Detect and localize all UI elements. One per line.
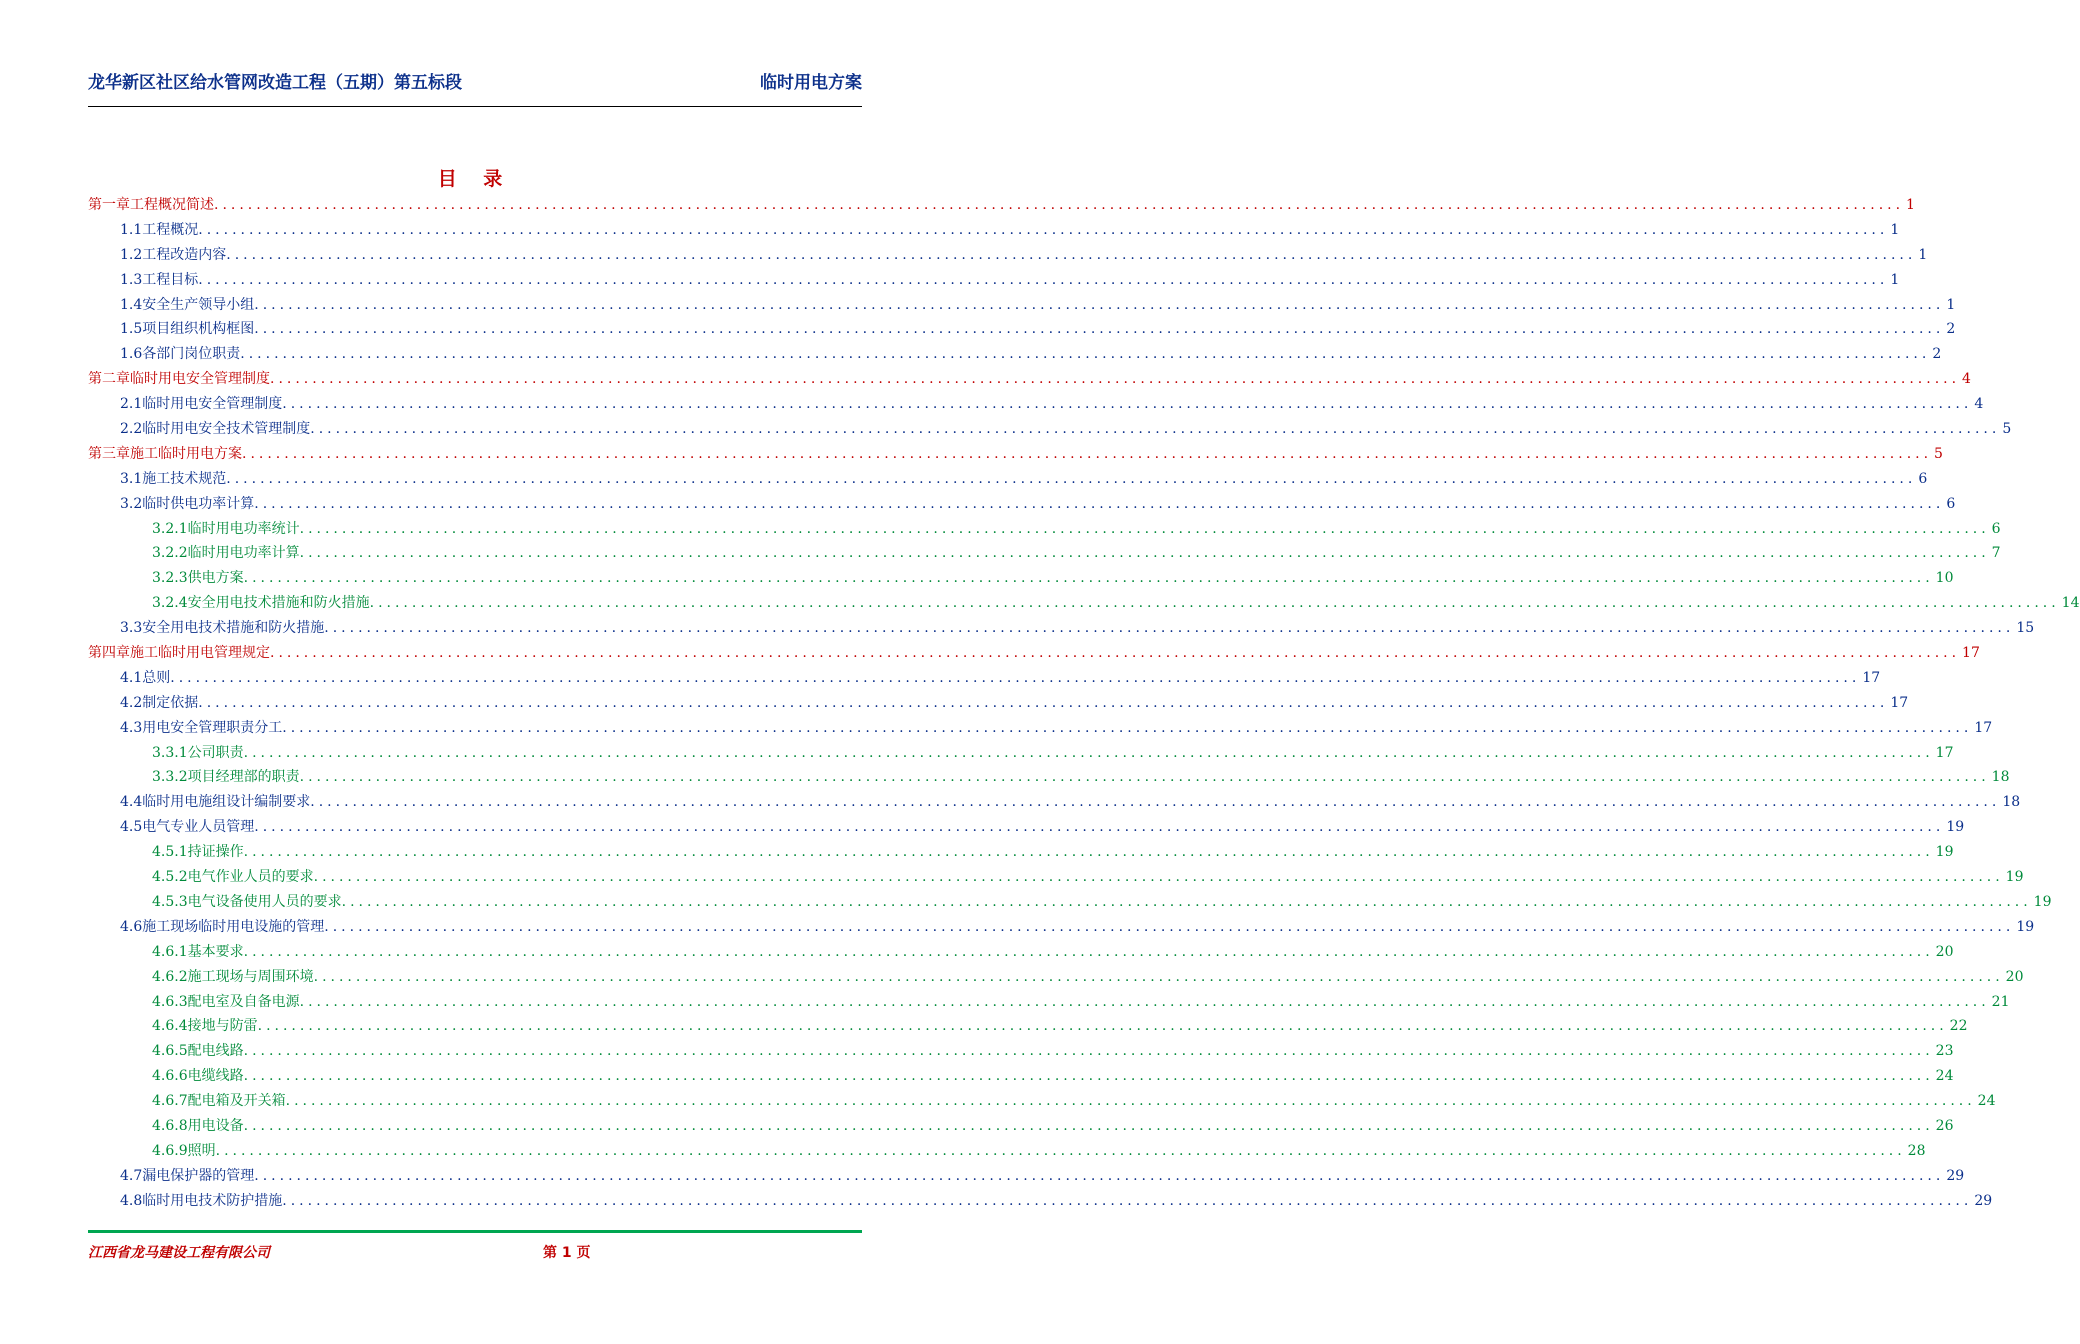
header-project-title: 龙华新区社区给水管网改造工程（五期）第五标段 bbox=[88, 72, 462, 93]
toc-dot-leader: ........................................................................................................................................................................................................ bbox=[313, 968, 2004, 985]
toc-entry-page: 19 bbox=[2016, 918, 2035, 935]
toc-entry-number: 4.5.3 bbox=[152, 893, 188, 910]
page-header bbox=[88, 66, 862, 94]
toc-entry[interactable] bbox=[88, 1139, 1926, 1164]
toc-entry-title: 项目组织机构框图 bbox=[142, 321, 255, 338]
toc-entry-page: 15 bbox=[2016, 620, 2035, 637]
toc-entry-title: 临时用电安全管理制度 bbox=[142, 396, 283, 413]
toc-entry-number: 3.2.3 bbox=[152, 570, 188, 587]
toc-entry-page: 17 bbox=[1890, 694, 1909, 711]
toc-entry-page: 17 bbox=[1962, 645, 1980, 662]
toc-dot-leader: ........................................................................................................................................................................................................ bbox=[243, 570, 1934, 587]
page-footer bbox=[88, 1242, 862, 1266]
header-document-title: 临时用电方案 bbox=[760, 72, 862, 93]
toc-entry[interactable] bbox=[88, 890, 2052, 915]
toc-entry[interactable] bbox=[88, 1089, 1996, 1114]
toc-entry-title: 各部门岗位职责 bbox=[142, 346, 241, 363]
toc-dot-leader: ........................................................................................................................................................................................................ bbox=[254, 296, 1945, 313]
toc-entry[interactable] bbox=[88, 492, 1956, 517]
toc-entry-title: 安全用电技术措施和防火措施 bbox=[142, 620, 325, 637]
toc-entry-title: 供电方案 bbox=[187, 570, 244, 587]
toc-entry-page: 17 bbox=[1974, 719, 1993, 736]
toc-entry-page: 4 bbox=[1962, 371, 1971, 388]
toc-entry-number: 第一章 bbox=[88, 197, 130, 213]
toc-dot-leader: ........................................................................................................................................................................................................ bbox=[254, 819, 1945, 836]
toc-entry-title: 工程目标 bbox=[142, 271, 199, 288]
toc-entry[interactable] bbox=[88, 268, 1900, 293]
toc-entry-title: 持证操作 bbox=[187, 844, 244, 861]
toc-entry-page: 2 bbox=[1946, 321, 1956, 338]
toc-entry-title: 照明 bbox=[187, 1142, 216, 1159]
toc-dot-leader: ........................................................................................................................................................................................................ bbox=[324, 918, 2015, 935]
toc-entry-page: 18 bbox=[2002, 794, 2021, 811]
toc-entry-title: 临时用电技术防护措施 bbox=[142, 1192, 283, 1209]
toc-entry-title: 施工现场临时用电设施的管理 bbox=[142, 918, 325, 935]
toc-entry[interactable] bbox=[88, 541, 2001, 566]
toc-entry-number: 4.6.8 bbox=[152, 1117, 188, 1134]
toc-dot-leader: ........................................................................................................................................................................................................ bbox=[243, 943, 1934, 960]
toc-entry-page: 1 bbox=[1946, 296, 1956, 313]
toc-entry-number: 3.3 bbox=[120, 620, 143, 637]
toc-entry-title: 配电箱及开关箱 bbox=[187, 1093, 286, 1110]
toc-entry-page: 23 bbox=[1935, 1043, 1954, 1060]
toc-entry[interactable] bbox=[88, 741, 1954, 766]
toc-entry[interactable] bbox=[88, 840, 1954, 865]
toc-entry-title: 电气专业人员管理 bbox=[142, 819, 255, 836]
toc-entry-title: 电气作业人员的要求 bbox=[187, 869, 314, 886]
toc-entry-page: 29 bbox=[1946, 1167, 1965, 1184]
toc-entry-page: 20 bbox=[2005, 968, 2024, 985]
toc-entry-page: 24 bbox=[1935, 1068, 1954, 1085]
toc-entry-page: 4 bbox=[1974, 396, 1984, 413]
toc-entry[interactable] bbox=[88, 591, 2080, 616]
toc-entry-number: 4.5.2 bbox=[152, 869, 188, 886]
toc-entry-title: 配电线路 bbox=[187, 1043, 244, 1060]
footer-divider bbox=[88, 1230, 862, 1233]
toc-entry-number: 4.6.6 bbox=[152, 1068, 188, 1085]
toc-entry[interactable] bbox=[88, 566, 1954, 591]
toc-entry-number: 1.4 bbox=[120, 296, 143, 313]
toc-entry-page: 5 bbox=[2002, 421, 2012, 438]
toc-entry-number: 4.6.5 bbox=[152, 1043, 188, 1060]
toc-dot-leader: ........................................................................................................................................................................................................ bbox=[285, 1093, 1976, 1110]
toc-entry-title: 施工临时用电方案 bbox=[130, 445, 242, 462]
toc-entry-number: 4.1 bbox=[120, 669, 143, 686]
toc-entry-number: 3.2.1 bbox=[152, 520, 188, 537]
toc-entry-page: 19 bbox=[2033, 893, 2052, 910]
toc-entry[interactable] bbox=[88, 641, 1980, 666]
toc-dot-leader: ........................................................................................................................................................................................................ bbox=[313, 869, 2004, 886]
toc-entry-number: 4.4 bbox=[120, 794, 143, 811]
toc-entry-title: 安全用电技术措施和防火措施 bbox=[187, 595, 370, 612]
toc-entry[interactable] bbox=[88, 417, 2012, 442]
toc-entry[interactable] bbox=[88, 616, 2035, 641]
toc-entry-number: 3.3.1 bbox=[152, 744, 188, 761]
toc-entry-title: 临时用电施组设计编制要求 bbox=[142, 794, 311, 811]
toc-dot-leader: ........................................................................................................................................................................................................ bbox=[324, 620, 2015, 637]
toc-entry-page: 24 bbox=[1977, 1093, 1996, 1110]
toc-entry-number: 3.3.2 bbox=[152, 769, 188, 786]
toc-entry[interactable] bbox=[88, 293, 1956, 318]
toc-entry[interactable] bbox=[88, 342, 1942, 367]
toc-entry-number: 3.2 bbox=[120, 495, 143, 512]
toc-entry-page: 26 bbox=[1935, 1117, 1954, 1134]
toc-entry-number: 1.6 bbox=[120, 346, 143, 363]
toc-entry-title: 公司职责 bbox=[187, 744, 244, 761]
toc-entry[interactable] bbox=[88, 517, 2001, 542]
toc-dot-leader: ........................................................................................................................................................................................................ bbox=[299, 545, 1990, 562]
table-of-contents bbox=[88, 193, 2080, 1214]
toc-entry-number: 4.6.3 bbox=[152, 993, 188, 1010]
toc-dot-leader: ........................................................................................................................................................................................................ bbox=[198, 271, 1889, 288]
toc-entry-number: 4.6.9 bbox=[152, 1142, 188, 1159]
toc-entry-title: 临时用电功率计算 bbox=[187, 545, 300, 562]
toc-entry-number: 2.1 bbox=[120, 396, 143, 413]
toc-entry[interactable] bbox=[88, 666, 1881, 691]
toc-entry[interactable] bbox=[88, 691, 1909, 716]
toc-entry-number: 4.6.4 bbox=[152, 1018, 188, 1035]
toc-entry-number: 3.2.4 bbox=[152, 595, 188, 612]
toc-dot-leader: ........................................................................................................................................................................................................ bbox=[215, 1142, 1906, 1159]
toc-dot-leader: ........................................................................................................................................................................................................ bbox=[243, 1117, 1934, 1134]
toc-entry-page: 29 bbox=[1974, 1192, 1993, 1209]
toc-entry-title: 工程改造内容 bbox=[142, 246, 227, 263]
toc-dot-leader: ........................................................................................................................................................................................................ bbox=[254, 1167, 1945, 1184]
toc-entry-page: 1 bbox=[1890, 221, 1900, 238]
toc-entry-number: 4.6 bbox=[120, 918, 143, 935]
toc-entry[interactable] bbox=[88, 790, 2021, 815]
toc-entry-number: 1.2 bbox=[120, 246, 143, 263]
toc-entry-number: 3.1 bbox=[120, 470, 143, 487]
toc-entry-number: 4.7 bbox=[120, 1167, 143, 1184]
toc-entry[interactable] bbox=[88, 442, 1943, 467]
toc-entry[interactable] bbox=[88, 467, 1928, 492]
toc-dot-leader: ........................................................................................................................................................................................................ bbox=[226, 470, 1917, 487]
toc-dot-leader: ........................................................................................................................................................................................................ bbox=[299, 520, 1990, 537]
toc-entry-number: 4.6.7 bbox=[152, 1093, 188, 1110]
toc-entry-page: 14 bbox=[2061, 595, 2080, 612]
toc-entry-title: 临时用电安全技术管理制度 bbox=[142, 421, 311, 438]
toc-dot-leader: ........................................................................................................................................................................................................ bbox=[242, 445, 1933, 462]
toc-entry-page: 19 bbox=[1946, 819, 1965, 836]
toc-dot-leader: ........................................................................................................................................................................................................ bbox=[257, 1018, 1948, 1035]
toc-entry-page: 6 bbox=[1991, 520, 2001, 537]
toc-entry-title: 总则 bbox=[142, 669, 171, 686]
toc-entry-number: 4.6.1 bbox=[152, 943, 188, 960]
toc-entry-title: 施工技术规范 bbox=[142, 470, 227, 487]
toc-dot-leader: ........................................................................................................................................................................................................ bbox=[369, 595, 2060, 612]
toc-dot-leader: ........................................................................................................................................................................................................ bbox=[170, 669, 1861, 686]
toc-dot-leader: ........................................................................................................................................................................................................ bbox=[270, 371, 1961, 388]
footer-page-number: 第 1 页 bbox=[543, 1245, 591, 1261]
toc-entry[interactable] bbox=[88, 716, 1993, 741]
toc-entry-title: 施工现场与周围环境 bbox=[187, 968, 314, 985]
toc-dot-leader: ........................................................................................................................................................................................................ bbox=[243, 844, 1934, 861]
toc-entry[interactable] bbox=[88, 1114, 1954, 1139]
toc-entry-title: 基本要求 bbox=[187, 943, 244, 960]
toc-entry-page: 19 bbox=[2005, 869, 2024, 886]
toc-entry-number: 4.6.2 bbox=[152, 968, 188, 985]
toc-entry-title: 用电安全管理职责分工 bbox=[142, 719, 283, 736]
toc-entry-number: 2.2 bbox=[120, 421, 143, 438]
toc-dot-leader: ........................................................................................................................................................................................................ bbox=[254, 495, 1945, 512]
toc-entry[interactable] bbox=[88, 367, 1971, 392]
toc-entry-number: 3.2.2 bbox=[152, 545, 188, 562]
toc-entry-page: 28 bbox=[1907, 1142, 1926, 1159]
toc-dot-leader: ........................................................................................................................................................................................................ bbox=[243, 1068, 1934, 1085]
toc-entry[interactable] bbox=[88, 1064, 1954, 1089]
toc-entry-title: 用电设备 bbox=[187, 1117, 244, 1134]
toc-entry[interactable] bbox=[88, 193, 1915, 218]
toc-dot-leader: ........................................................................................................................................................................................................ bbox=[310, 794, 2001, 811]
toc-dot-leader: ........................................................................................................................................................................................................ bbox=[282, 1192, 1973, 1209]
toc-entry-number: 第四章 bbox=[88, 645, 130, 662]
toc-dot-leader: ........................................................................................................................................................................................................ bbox=[198, 221, 1889, 238]
toc-entry-title: 电气设备使用人员的要求 bbox=[187, 893, 342, 910]
toc-entry[interactable] bbox=[88, 990, 2010, 1015]
toc-dot-leader: ........................................................................................................................................................................................................ bbox=[299, 769, 1990, 786]
toc-dot-leader: ........................................................................................................................................................................................................ bbox=[240, 346, 1931, 363]
toc-entry[interactable] bbox=[88, 1164, 1965, 1189]
toc-entry-title: 工程概况简述 bbox=[130, 197, 214, 213]
toc-entry-number: 第二章 bbox=[88, 371, 130, 388]
toc-entry[interactable] bbox=[88, 392, 1984, 417]
toc-entry-page: 6 bbox=[1918, 470, 1928, 487]
toc-dot-leader: ........................................................................................................................................................................................................ bbox=[341, 893, 2032, 910]
toc-entry[interactable] bbox=[88, 218, 1900, 243]
toc-entry-number: 1.1 bbox=[120, 221, 143, 238]
toc-entry[interactable] bbox=[88, 1189, 1993, 1214]
toc-dot-leader: ........................................................................................................................................................................................................ bbox=[270, 645, 1961, 662]
toc-entry[interactable] bbox=[88, 1014, 1968, 1039]
toc-dot-leader: ........................................................................................................................................................................................................ bbox=[243, 1043, 1934, 1060]
toc-entry-page: 5 bbox=[1934, 445, 1943, 462]
toc-entry-number: 4.3 bbox=[120, 719, 143, 736]
toc-entry[interactable] bbox=[88, 1039, 1954, 1064]
toc-dot-leader: ........................................................................................................................................................................................................ bbox=[198, 694, 1889, 711]
toc-entry-number: 1.5 bbox=[120, 321, 143, 338]
toc-entry-page: 18 bbox=[1991, 769, 2010, 786]
toc-entry[interactable] bbox=[88, 965, 2024, 990]
toc-entry-title: 漏电保护器的管理 bbox=[142, 1167, 255, 1184]
toc-entry-title: 项目经理部的职责 bbox=[187, 769, 300, 786]
toc-entry[interactable] bbox=[88, 243, 1928, 268]
toc-entry-page: 17 bbox=[1935, 744, 1954, 761]
toc-entry-page: 1 bbox=[1906, 197, 1915, 213]
toc-entry[interactable] bbox=[88, 940, 1954, 965]
toc-entry-title: 接地与防雷 bbox=[187, 1018, 258, 1035]
toc-dot-leader: ........................................................................................................................................................................................................ bbox=[214, 197, 1905, 213]
toc-dot-leader: ........................................................................................................................................................................................................ bbox=[243, 744, 1934, 761]
toc-dot-leader: ........................................................................................................................................................................................................ bbox=[299, 993, 1990, 1010]
toc-entry[interactable] bbox=[88, 865, 2024, 890]
toc-dot-leader: ........................................................................................................................................................................................................ bbox=[282, 719, 1973, 736]
toc-entry-page: 1 bbox=[1918, 246, 1928, 263]
toc-entry[interactable] bbox=[88, 915, 2035, 940]
toc-entry-number: 4.8 bbox=[120, 1192, 143, 1209]
header-divider bbox=[88, 106, 862, 107]
toc-entry-number: 4.5.1 bbox=[152, 844, 188, 861]
toc-entry-title: 临时用电安全管理制度 bbox=[130, 371, 270, 388]
toc-dot-leader: ........................................................................................................................................................................................................ bbox=[226, 246, 1917, 263]
toc-entry-title: 制定依据 bbox=[142, 694, 199, 711]
toc-entry-number: 第三章 bbox=[88, 445, 130, 462]
toc-entry-page: 7 bbox=[1991, 545, 2001, 562]
toc-entry-page: 20 bbox=[1935, 943, 1954, 960]
toc-heading: 目 录 bbox=[437, 168, 513, 190]
toc-entry-page: 10 bbox=[1935, 570, 1954, 587]
toc-entry-page: 19 bbox=[1935, 844, 1954, 861]
toc-entry-title: 配电室及自备电源 bbox=[187, 993, 300, 1010]
toc-entry-title: 临时供电功率计算 bbox=[142, 495, 255, 512]
toc-entry-number: 4.2 bbox=[120, 694, 143, 711]
toc-dot-leader: ........................................................................................................................................................................................................ bbox=[282, 396, 1973, 413]
toc-dot-leader: ........................................................................................................................................................................................................ bbox=[254, 321, 1945, 338]
toc-entry-title: 临时用电功率统计 bbox=[187, 520, 300, 537]
toc-entry-title: 电缆线路 bbox=[187, 1068, 244, 1085]
toc-entry[interactable] bbox=[88, 815, 1965, 840]
toc-entry[interactable] bbox=[88, 317, 1956, 342]
toc-entry-title: 施工临时用电管理规定 bbox=[130, 645, 270, 662]
toc-entry-number: 4.5 bbox=[120, 819, 143, 836]
toc-entry-number: 1.3 bbox=[120, 271, 143, 288]
toc-entry-page: 1 bbox=[1890, 271, 1900, 288]
toc-entry-title: 工程概况 bbox=[142, 221, 199, 238]
toc-entry-page: 21 bbox=[1991, 993, 2010, 1010]
footer-company: 江西省龙马建设工程有限公司 bbox=[88, 1245, 270, 1261]
toc-entry-page: 2 bbox=[1932, 346, 1942, 363]
toc-entry-page: 22 bbox=[1949, 1018, 1968, 1035]
toc-dot-leader: ........................................................................................................................................................................................................ bbox=[310, 421, 2001, 438]
toc-entry-page: 6 bbox=[1946, 495, 1956, 512]
toc-entry-page: 17 bbox=[1862, 669, 1881, 686]
toc-entry[interactable] bbox=[88, 765, 2010, 790]
toc-entry-title: 安全生产领导小组 bbox=[142, 296, 255, 313]
